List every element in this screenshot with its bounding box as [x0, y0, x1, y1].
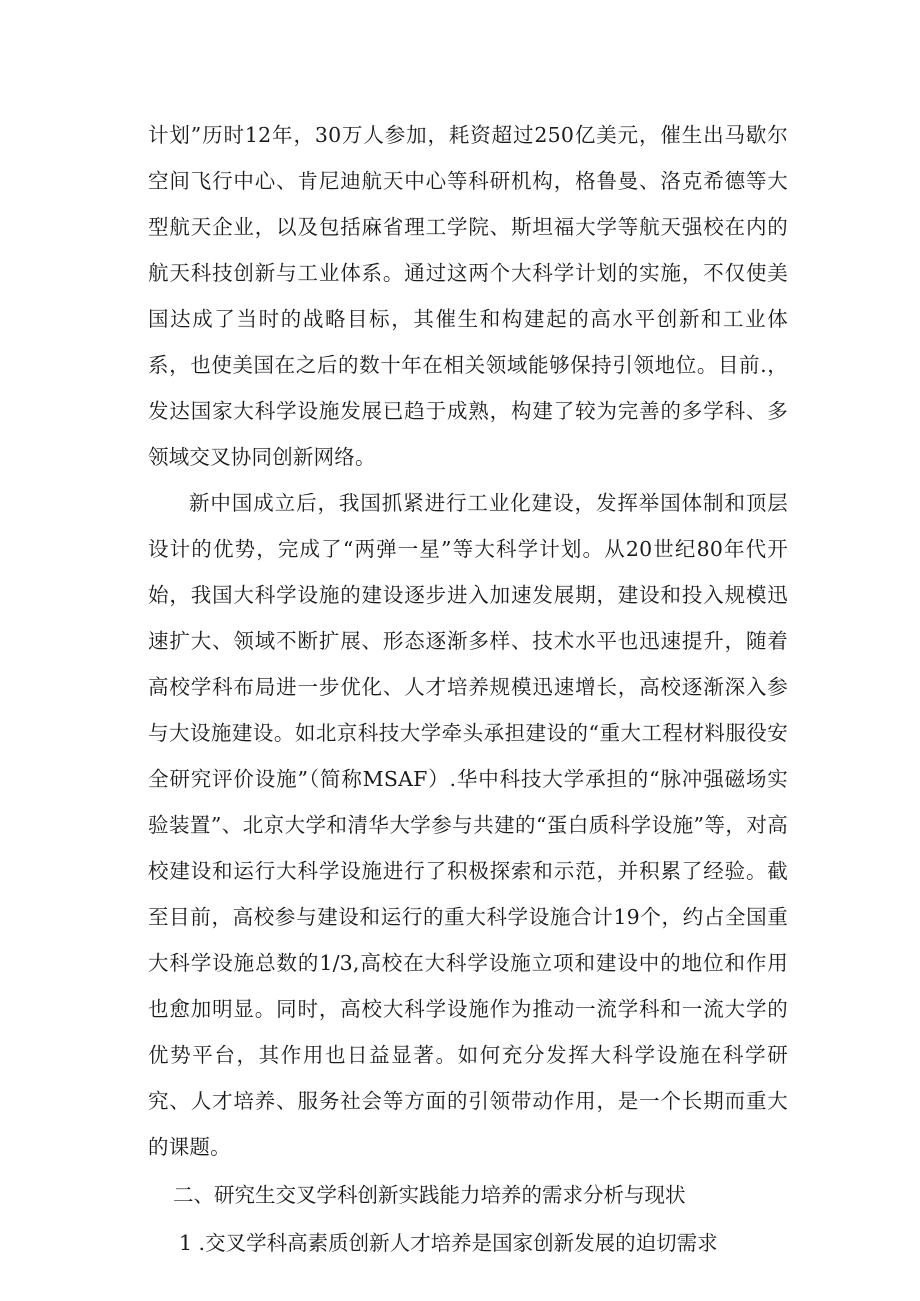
document-body	[148, 112, 788, 1266]
subsection-heading: 1 .交叉学科高素质创新人才培养是国家创新发展的迫切需求	[179, 1231, 718, 1255]
section-heading: 二、研究生交叉学科创新实践能力培养的需求分析与现状	[173, 1183, 686, 1207]
paragraph-1: 计划”历时12年，30万人参加，耗资超过250亿美元，催生出马歇尔空间飞行中心、肯尼迪航天中心等科研机构，格鲁曼、洛克希德等大型航天企业，以及包括麻省理工学院、斯坦福大学等航天强校在内的航天科技创新与工业体系。通过这两个大科学计划的实施，不仅使美国达成了当时的战略目标，其催生和构建起的高水平创新和工业体系，也使美国在之后的数十年在相关领域能够保持引领地位。目前.，发达国家大科学设施发展已趋于成熟，构建了较为完善的多学科、多领域交叉协同创新网络。	[148, 123, 788, 469]
paragraph-2: 新中国成立后，我国抓紧进行工业化建设，发挥举国体制和顶层设计的优势，完成了“两弹一星”等大科学计划。从20世纪80年代开始，我国大科学设施的建设逐步进入加速发展期，建设和投入规模迅速扩大、领域不断扩展、形态逐渐多样、技术水平也迅速提升，随着高校学科布局进一步优化、人才培养规模迅速增长，高校逐渐深入参与大设施建设。如北京科技大学牵头承担建设的“重大工程材料服役安全研究评价设施”（简称MSAF）.华中科技大学承担的“脉冲强磁场实验装置”、北京大学和清华大学参与共建的“蛋白质科学设施”等，对高校建设和运行大科学设施进行了积极探索和示范，并积累了经验。截至目前，高校参与建设和运行的重大科学设施合计19个，约占全国重大科学设施总数的1/3,高校在大科学设施立项和建设中的地位和作用也愈加明显。同时，高校大科学设施作为推动一流学科和一流大学的优势平台，其作用也日益显著。如何充分发挥大科学设施在科学研究、人才培养、服务社会等方面的引领带动作用，是一个长期而重大的课题。	[148, 491, 788, 1159]
